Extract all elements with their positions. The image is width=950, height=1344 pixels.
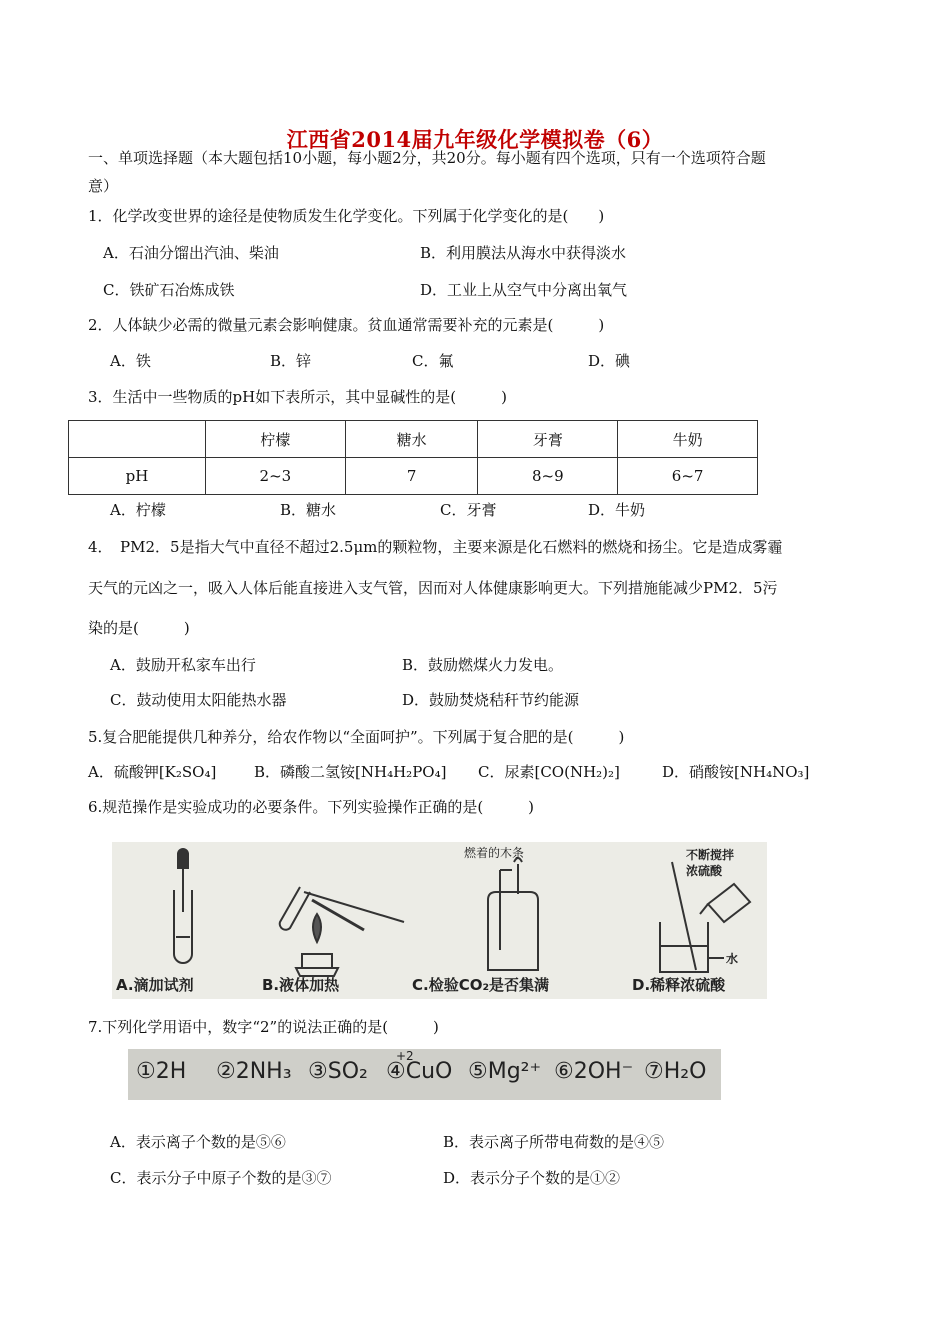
symbol-7: ⑦H₂O [644, 1059, 707, 1084]
table-cell: 2~3 [206, 458, 346, 495]
q1-option-b: B．利用膜法从海水中获得淡水 [420, 244, 627, 262]
q1-stem: 1．化学改变世界的途径是使物质发生化学变化。下列属于化学变化的是( ) [88, 207, 605, 225]
q7-stem: 7.下列化学用语中，数字“2”的说法正确的是( ) [88, 1018, 439, 1036]
q2-stem: 2．人体缺少必需的微量元素会影响健康。贫血通常需要补充的元素是( ) [88, 316, 605, 334]
q4-stem-line2: 天气的元凶之一，吸入人体后能直接进入支气管，因而对人体健康影响更大。下列措施能减少PM2．5污 [88, 579, 778, 597]
q3-stem: 3．生活中一些物质的pH如下表所示，其中显碱性的是( ) [88, 388, 507, 406]
symbol-2: ②2NH₃ [216, 1059, 292, 1084]
acid-annotation: 浓硫酸 [686, 864, 723, 878]
q7-option-c: C．表示分子中原子个数的是③⑦ [110, 1169, 332, 1187]
q2-option-b: B．锌 [270, 352, 312, 370]
table-cell: 7 [345, 458, 478, 495]
q1-option-c: C．铁矿石冶炼成铁 [103, 281, 235, 299]
q5-stem: 5.复合肥能提供几种养分，给农作物以“全面呵护”。下列属于复合肥的是( ) [88, 728, 625, 746]
q5-option-c: C．尿素[CO(NH₂)₂] [478, 763, 620, 781]
section-heading-cont: 意） [88, 177, 119, 195]
symbol-1: ①2H [136, 1059, 187, 1084]
table-cell: 8~9 [478, 458, 618, 495]
q4-option-c: C．鼓动使用太阳能热水器 [110, 691, 287, 709]
symbol-4-text: ④CuO [386, 1059, 453, 1084]
table-cell: pH [69, 458, 206, 495]
q2-option-c: C．氟 [412, 352, 454, 370]
q4-stem-line1: 4． PM2．5是指大气中直径不超过2.5μm的颗粒物，主要来源是化石燃料的燃烧和扬尘。它是造成雾霾 [88, 538, 783, 556]
table-header-cell: 糖水 [345, 421, 478, 458]
q4-option-a: A．鼓励开私家车出行 [110, 656, 256, 674]
table-header-row [69, 421, 758, 458]
page-title: 江西省2014届九年级化学模拟卷（6） [286, 127, 664, 152]
q7-option-a: A．表示离子个数的是⑤⑥ [110, 1133, 286, 1151]
ph-table [68, 420, 758, 495]
q1-option-d: D．工业上从空气中分离出氧气 [420, 281, 628, 299]
stir-annotation: 不断搅拌 [686, 848, 735, 862]
q2-option-a: A．铁 [110, 352, 151, 370]
symbol-5: ⑤Mg²⁺ [468, 1059, 542, 1084]
symbol-4 [386, 1049, 453, 1084]
table-row [69, 458, 758, 495]
q3-option-a: A．柠檬 [110, 501, 166, 519]
q7-option-d: D．表示分子个数的是①② [443, 1169, 621, 1187]
table-cell: 6~7 [618, 458, 758, 495]
q3-option-b: B．糖水 [280, 501, 337, 519]
q5-option-a: A．硫酸钾[K₂SO₄] [88, 763, 217, 781]
q4-option-d: D．鼓励焚烧秸秆节约能源 [402, 691, 580, 709]
symbol-3: ③SO₂ [308, 1059, 368, 1084]
table-header-cell: 柠檬 [206, 421, 346, 458]
burning-stick-annotation: 燃着的木条 [464, 846, 525, 860]
figure-label-c: C.检验CO₂是否集满 [412, 976, 550, 994]
q4-option-b: B．鼓励燃煤火力发电。 [402, 656, 564, 674]
q7-option-b: B．表示离子所带电荷数的是④⑤ [443, 1133, 665, 1151]
section-heading: 一、单项选择题（本大题包括10小题，每小题2分，共20分。每小题有四个选项，只有一个选项符合题 [88, 149, 766, 167]
chemical-symbols-strip [128, 1049, 721, 1100]
q3-option-d: D．牛奶 [588, 501, 646, 519]
figure-label-d: D.稀释浓硫酸 [632, 976, 726, 994]
figure-label-a: A.滴加试剂 [116, 976, 194, 994]
table-header-cell: 牛奶 [618, 421, 758, 458]
symbol-6: ⑥2OH⁻ [554, 1059, 634, 1084]
q5-option-d: D．硝酸铵[NH₄NO₃] [662, 763, 810, 781]
q5-option-b: B．磷酸二氢铵[NH₄H₂PO₄] [254, 763, 447, 781]
table-header-cell [69, 421, 206, 458]
lab-operations-figure [112, 842, 767, 999]
figure-label-b: B.液体加热 [262, 976, 340, 994]
q3-option-c: C．牙膏 [440, 501, 497, 519]
water-annotation: 水 [726, 952, 739, 966]
q6-stem: 6.规范操作是实验成功的必要条件。下列实验操作正确的是( ) [88, 798, 535, 816]
q1-option-a: A．石油分馏出汽油、柴油 [103, 244, 279, 262]
q2-option-d: D．碘 [588, 352, 631, 370]
q4-stem-line3: 染的是( ) [88, 619, 190, 637]
valence-label: +2 [396, 1049, 414, 1063]
table-header-cell: 牙膏 [478, 421, 618, 458]
